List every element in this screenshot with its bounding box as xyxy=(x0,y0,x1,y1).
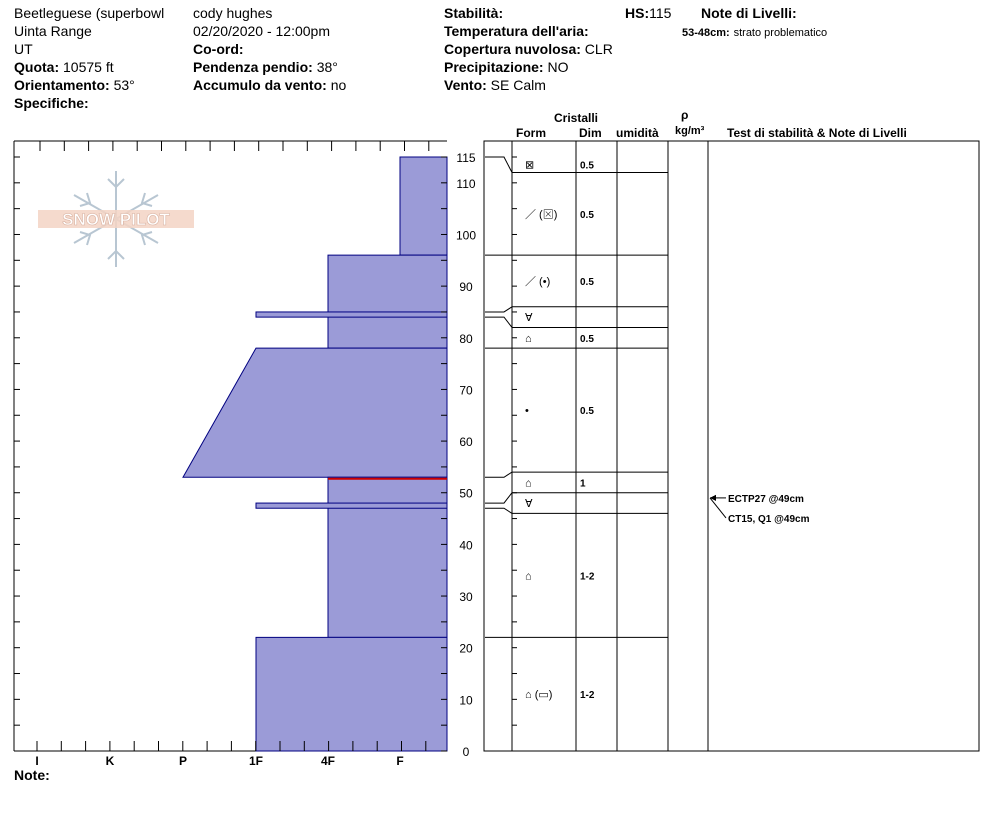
depth-tick-label: 50 xyxy=(459,486,473,501)
datetime: 02/20/2020 - 12:00pm xyxy=(193,23,330,39)
air-temp-label: Temperatura dell'aria: xyxy=(444,23,589,39)
sky-label: Copertura nuvolosa: xyxy=(444,41,581,57)
stability-test-label: CT15, Q1 @49cm xyxy=(728,513,810,525)
hs-label: HS: xyxy=(625,5,650,21)
grain-dim-label: 1-2 xyxy=(580,690,595,702)
specifics-label: Specifiche: xyxy=(14,95,89,111)
layer-note-range: 53-48cm: xyxy=(682,27,730,39)
grain-dim-label: 0.5 xyxy=(580,333,594,345)
wind-label: Vento: xyxy=(444,77,487,93)
aspect-label: Orientamento: xyxy=(14,77,110,93)
grain-form-label: ⌂ (▭) xyxy=(525,689,553,702)
aspect-value: 53° xyxy=(113,77,135,93)
precipitation xyxy=(444,58,568,76)
layer-notes-label: Note di Livelli: xyxy=(701,5,797,21)
depth-tick-label: 0 xyxy=(462,745,470,759)
depth-connector xyxy=(485,472,512,477)
hs xyxy=(625,4,671,22)
grain-form-label: ∀ xyxy=(525,498,533,511)
grain-form-label: ⊠ xyxy=(525,159,535,172)
depth-tick-label: 100 xyxy=(455,228,477,243)
depth-tick-label: 90 xyxy=(459,280,473,295)
thin-layer-2 xyxy=(256,503,447,508)
grain-form-label: ⌂ xyxy=(525,477,532,490)
form-heading: Form xyxy=(516,126,546,140)
elevation xyxy=(14,58,114,76)
elevation-value: 10575 ft xyxy=(63,59,114,75)
location-name: Beetleguese (superbowl xyxy=(14,5,165,21)
test-pointer-arrowhead xyxy=(710,495,716,501)
grain-dim-label: 0.5 xyxy=(580,160,594,172)
hardness-tick-label: I xyxy=(35,754,39,768)
hardness-layer-2 xyxy=(328,255,447,348)
hardness-tick-label: F xyxy=(396,754,404,768)
grain-form-label: ⌂ xyxy=(525,570,532,583)
density-symbol: ρ xyxy=(681,108,689,122)
wind-value: SE Calm xyxy=(490,77,546,93)
hardness-layer-5 xyxy=(256,637,447,751)
depth-tick-label: 80 xyxy=(459,331,473,346)
density-unit: kg/m³ xyxy=(675,125,705,137)
layer-note-text: strato problematico xyxy=(733,27,828,39)
grain-dim-label: 1-2 xyxy=(580,571,595,583)
grain-table-frame xyxy=(484,141,979,751)
stability-label: Stabilità: xyxy=(444,5,504,21)
hardness-tick-label: K xyxy=(105,754,115,768)
depth-tick-label: 115 xyxy=(456,151,476,165)
moisture-heading: umidità xyxy=(616,126,659,140)
wind-loading-value: no xyxy=(330,77,347,93)
coords-label: Co-ord: xyxy=(193,41,244,57)
wind-loading xyxy=(193,76,346,94)
grain-dim-label: 0.5 xyxy=(580,209,594,221)
sky-value: CLR xyxy=(584,41,613,57)
depth-connector xyxy=(485,493,512,503)
grain-dim-label: 1 xyxy=(580,478,586,490)
tests-heading: Test di stabilità & Note di Livelli xyxy=(727,126,907,140)
elevation-label: Quota: xyxy=(14,59,60,75)
depth-connector xyxy=(485,157,512,172)
state: UT xyxy=(14,41,33,57)
depth-tick-label: 30 xyxy=(459,590,473,605)
grain-dim-label: 0.5 xyxy=(580,406,594,418)
range-name: Uinta Range xyxy=(14,23,92,39)
precip-value: NO xyxy=(547,59,569,75)
slope-value: 38° xyxy=(316,59,338,75)
wind-loading-label: Accumulo da vento: xyxy=(193,77,327,93)
hardness-tick-label: 4F xyxy=(320,754,336,768)
depth-tick-label: 40 xyxy=(459,538,473,553)
hardness-layer-1 xyxy=(400,157,447,255)
depth-tick-label: 20 xyxy=(459,641,473,656)
grain-form-label: • xyxy=(525,405,529,418)
slope-label: Pendenza pendio: xyxy=(193,59,313,75)
depth-tick-label: 110 xyxy=(456,176,476,191)
depth-connector xyxy=(485,508,512,513)
depth-tick-label: 60 xyxy=(459,435,473,450)
stability-test-label: ECTP27 @49cm xyxy=(728,493,804,505)
notes-label: Note: xyxy=(14,767,50,783)
test-pointer-line xyxy=(710,498,726,518)
sky-cover xyxy=(444,40,613,58)
wind xyxy=(444,76,546,94)
slope xyxy=(193,58,338,76)
hardness-layer-3 xyxy=(183,348,447,477)
grain-table xyxy=(460,130,990,770)
grain-form-label: ／ (•) xyxy=(525,275,551,288)
hardness-layer-4 xyxy=(328,477,447,637)
depth-tick-label: 10 xyxy=(459,693,473,708)
grain-form-label: ⌂ xyxy=(525,332,532,345)
grain-form-label: ∀ xyxy=(525,312,533,325)
crystals-heading: Cristalli xyxy=(554,111,599,125)
depth-tick-label: 70 xyxy=(459,383,473,398)
layer-note xyxy=(682,22,827,42)
dim-heading: Dim xyxy=(579,126,602,140)
hardness-tick-label: P xyxy=(178,754,188,768)
depth-connector xyxy=(485,317,512,327)
grain-form-label: ／ (⊠) xyxy=(525,208,558,221)
observer: cody hughes xyxy=(193,5,273,21)
precip-label: Precipitazione: xyxy=(444,59,544,75)
thin-layer-1 xyxy=(256,312,447,317)
hardness-tick-label: 1F xyxy=(248,754,264,768)
aspect xyxy=(14,76,135,94)
depth-connector xyxy=(485,307,512,312)
hardness-profile-chart xyxy=(0,130,480,820)
watermark-text: SNOW PILOT xyxy=(62,210,170,229)
grain-dim-label: 0.5 xyxy=(580,276,594,288)
hs-value: 115 xyxy=(649,5,672,21)
